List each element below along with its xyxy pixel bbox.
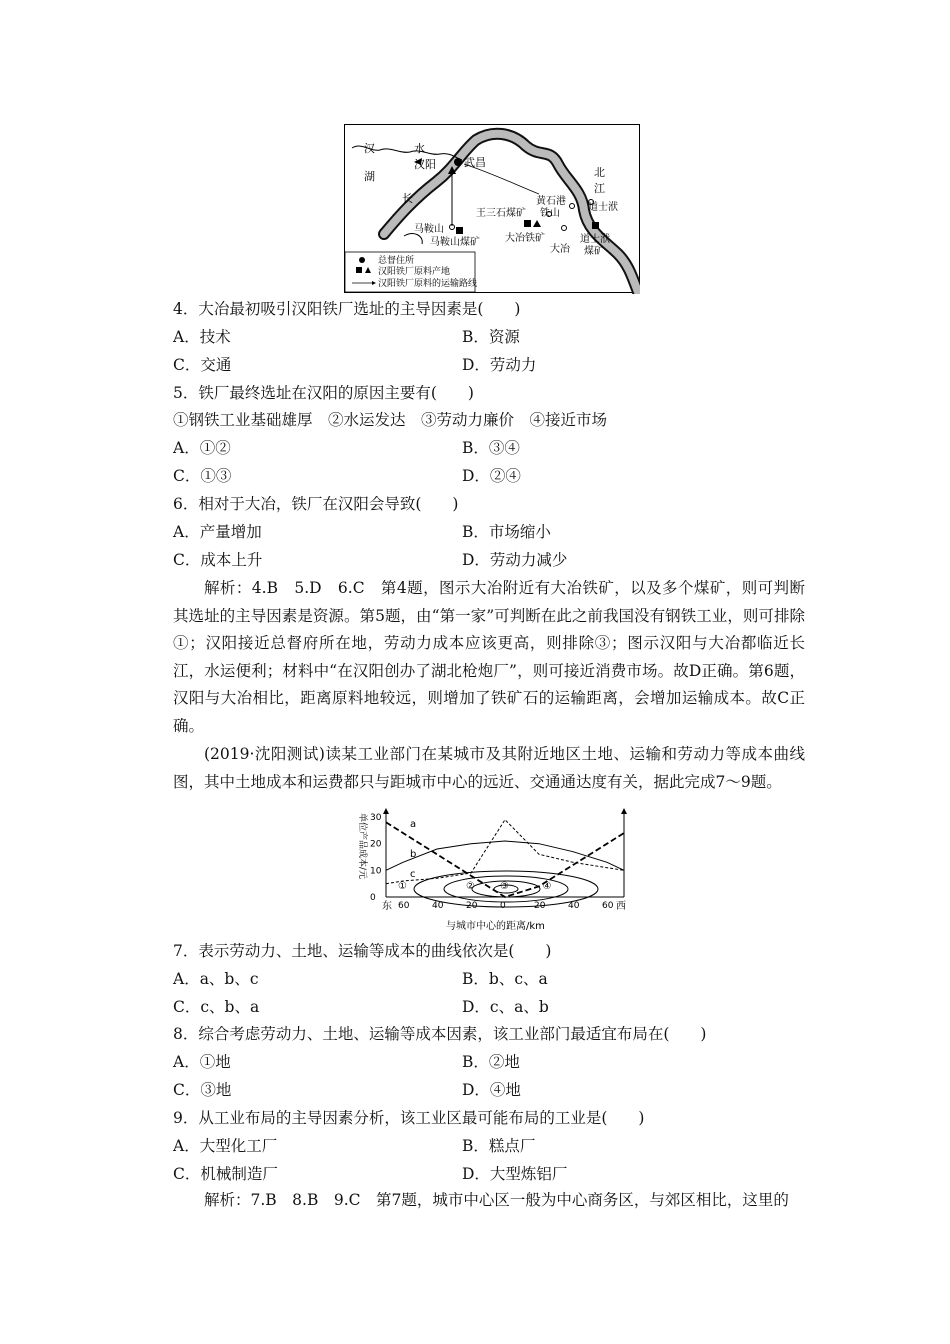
q7-option-c[interactable]: C．c、b、a [173, 998, 260, 1016]
label-jiang: 江 [594, 182, 605, 195]
legend-residence: 总督住所 [378, 256, 415, 266]
location-point-label: ① [398, 881, 407, 892]
x-tick-label: 0 [500, 901, 506, 911]
cost-chart [346, 805, 646, 935]
q9-option-a[interactable]: A．大型化工厂 [173, 1137, 278, 1155]
intro-7-9: (2019·沈阳测试)读某工业部门在某城市及其附近地区土地、运输和劳动力等成本曲线图，其中土地成本和运费都只与距城市中心的远近、交通通达度有关，据此完成7～9题。 [173, 745, 805, 791]
analysis-4-6: 解析：4.B 5.D 6.C 第4题，图示大冶附近有大冶铁矿，以及多个煤矿，则可判断其选址的主导因素是资源。第5题，由“第一家”可判断在此之前我国没有钢铁工业，则可排除①；汉阳接近总督府所在地，劳动力成本应该更高，则排除③；图示汉阳与大冶都临近长江，水运便利；材料中“在汉阳创办了湖北枪炮厂”，则可接近消费市场。故D正确。第6题，汉阳与大冶相比，距离原料地较远，则增加了铁矿石的运输距离，会增加运输成本。故C正确。 [173, 579, 805, 735]
chart-xlabel: 与城市中心的距离/km [446, 921, 545, 932]
y-tick-label: 20 [370, 839, 382, 850]
label-shui: 水 [414, 142, 425, 155]
label-hu: 湖 [364, 170, 375, 183]
x-tick-label: 20 [534, 901, 546, 911]
legend-route: 汉阳铁厂原料的运输路线 [378, 279, 478, 289]
q4-stem: 4．大冶最初吸引汉阳铁厂选址的主导因素是( ) [173, 300, 521, 318]
label-bei: 北 [594, 166, 605, 179]
label-daoshifu-mine1: 道士洑 [580, 234, 610, 245]
hanyang-map [344, 124, 640, 294]
q5-option-c[interactable]: C．①③ [173, 467, 232, 485]
analysis-7-9: 解析：7.B 8.B 9.C 第7题，城市中心区一般为中心商务区，与郊区相比，这里的 [204, 1191, 789, 1209]
curve-label-b: b [410, 849, 417, 860]
q7-stem: 7．表示劳动力、土地、运输等成本的曲线依次是( ) [173, 942, 552, 960]
label-daye: 大冶 [550, 244, 570, 255]
label-tieshan: 铁山 [540, 208, 560, 219]
x-tick-label: 40 [432, 901, 444, 911]
q6-option-b[interactable]: B．市场缩小 [462, 523, 551, 541]
curve-label-a: a [410, 819, 417, 830]
q9-stem: 9．从工业布局的主导因素分析，该工业区最可能布局的工业是( ) [173, 1109, 645, 1127]
q5-option-d[interactable]: D．②④ [462, 467, 521, 485]
y-tick-label: 0 [370, 893, 376, 903]
label-daoshifu: 道士洑 [588, 202, 618, 213]
y-tick-label: 30 [370, 813, 382, 823]
q4-option-c[interactable]: C．交通 [173, 356, 232, 374]
chart-east: 东 [382, 901, 392, 912]
label-hanyang: 汉阳 [414, 158, 436, 171]
series-c-line [386, 820, 624, 884]
x-tick-label: 40 [568, 901, 580, 911]
x-tick-label: 60 [602, 901, 614, 911]
q9-option-b[interactable]: B．糕点厂 [462, 1137, 536, 1155]
q5-stem: 5．铁厂最终选址在汉阳的原因主要有( ) [173, 384, 474, 402]
label-chang: 长 [402, 192, 413, 205]
label-daye-iron: 大冶铁矿 [505, 233, 545, 244]
label-huangshigang: 黄石港 [536, 196, 566, 207]
q7-option-b[interactable]: B．b、c、a [462, 970, 548, 988]
curve-label-c: c [410, 869, 416, 880]
q6-option-a[interactable]: A．产量增加 [173, 523, 262, 541]
q8-option-b[interactable]: B．②地 [462, 1053, 520, 1071]
governor-residence-marker [454, 158, 462, 166]
q6-stem: 6．相对于大冶，铁厂在汉阳会导致( ) [173, 495, 459, 513]
q4-option-a[interactable]: A．技术 [173, 328, 231, 346]
chart-ylabel: 单位产品成本/元 [357, 813, 367, 880]
chart-west: 西 [616, 901, 626, 912]
maanshan-mine-marker [456, 227, 463, 234]
y-tick-label: 10 [370, 866, 382, 877]
label-maanshan: 马鞍山 [414, 224, 444, 235]
label-maanshan-mine: 马鞍山煤矿 [430, 237, 480, 248]
label-wangsanshi: 王三石煤矿 [476, 208, 526, 219]
q9-option-d[interactable]: D．大型炼铝厂 [462, 1165, 568, 1183]
q4-option-b[interactable]: B．资源 [462, 328, 520, 346]
q8-option-c[interactable]: C．③地 [173, 1081, 232, 1099]
daoshifu-mine-marker [592, 222, 599, 229]
q9-option-c[interactable]: C．机械制造厂 [173, 1165, 278, 1183]
location-point-label: ③ [500, 881, 509, 892]
location-point-label: ④ [542, 881, 552, 892]
q5-option-a[interactable]: A．①② [173, 439, 231, 457]
q6-option-d[interactable]: D．劳动力减少 [462, 551, 568, 569]
q8-stem: 8．综合考虑劳动力、土地、运输等成本因素，该工业部门最适宜布局在( ) [173, 1025, 707, 1043]
legend-origin: 汉阳铁厂原料产地 [378, 267, 451, 277]
q5-items: ①钢铁工业基础雄厚 ②水运发达 ③劳动力廉价 ④接近市场 [173, 411, 608, 429]
label-wuchang: 武昌 [464, 156, 486, 169]
wangsanshi-mine-marker [524, 220, 531, 227]
q7-option-a[interactable]: A．a、b、c [173, 970, 259, 988]
q4-option-d[interactable]: D．劳动力 [462, 356, 537, 374]
x-tick-label: 60 [398, 901, 410, 911]
q8-option-d[interactable]: D．④地 [462, 1081, 521, 1099]
x-tick-label: 20 [466, 901, 478, 911]
label-daoshifu-mine2: 煤矿 [584, 246, 604, 257]
q5-option-b[interactable]: B．③④ [462, 439, 520, 457]
q7-option-d[interactable]: D．c、a、b [462, 998, 549, 1016]
q8-option-a[interactable]: A．①地 [173, 1053, 231, 1071]
location-point-label: ② [466, 881, 475, 892]
label-han: 汉 [364, 142, 375, 155]
q6-option-c[interactable]: C．成本上升 [173, 551, 263, 569]
